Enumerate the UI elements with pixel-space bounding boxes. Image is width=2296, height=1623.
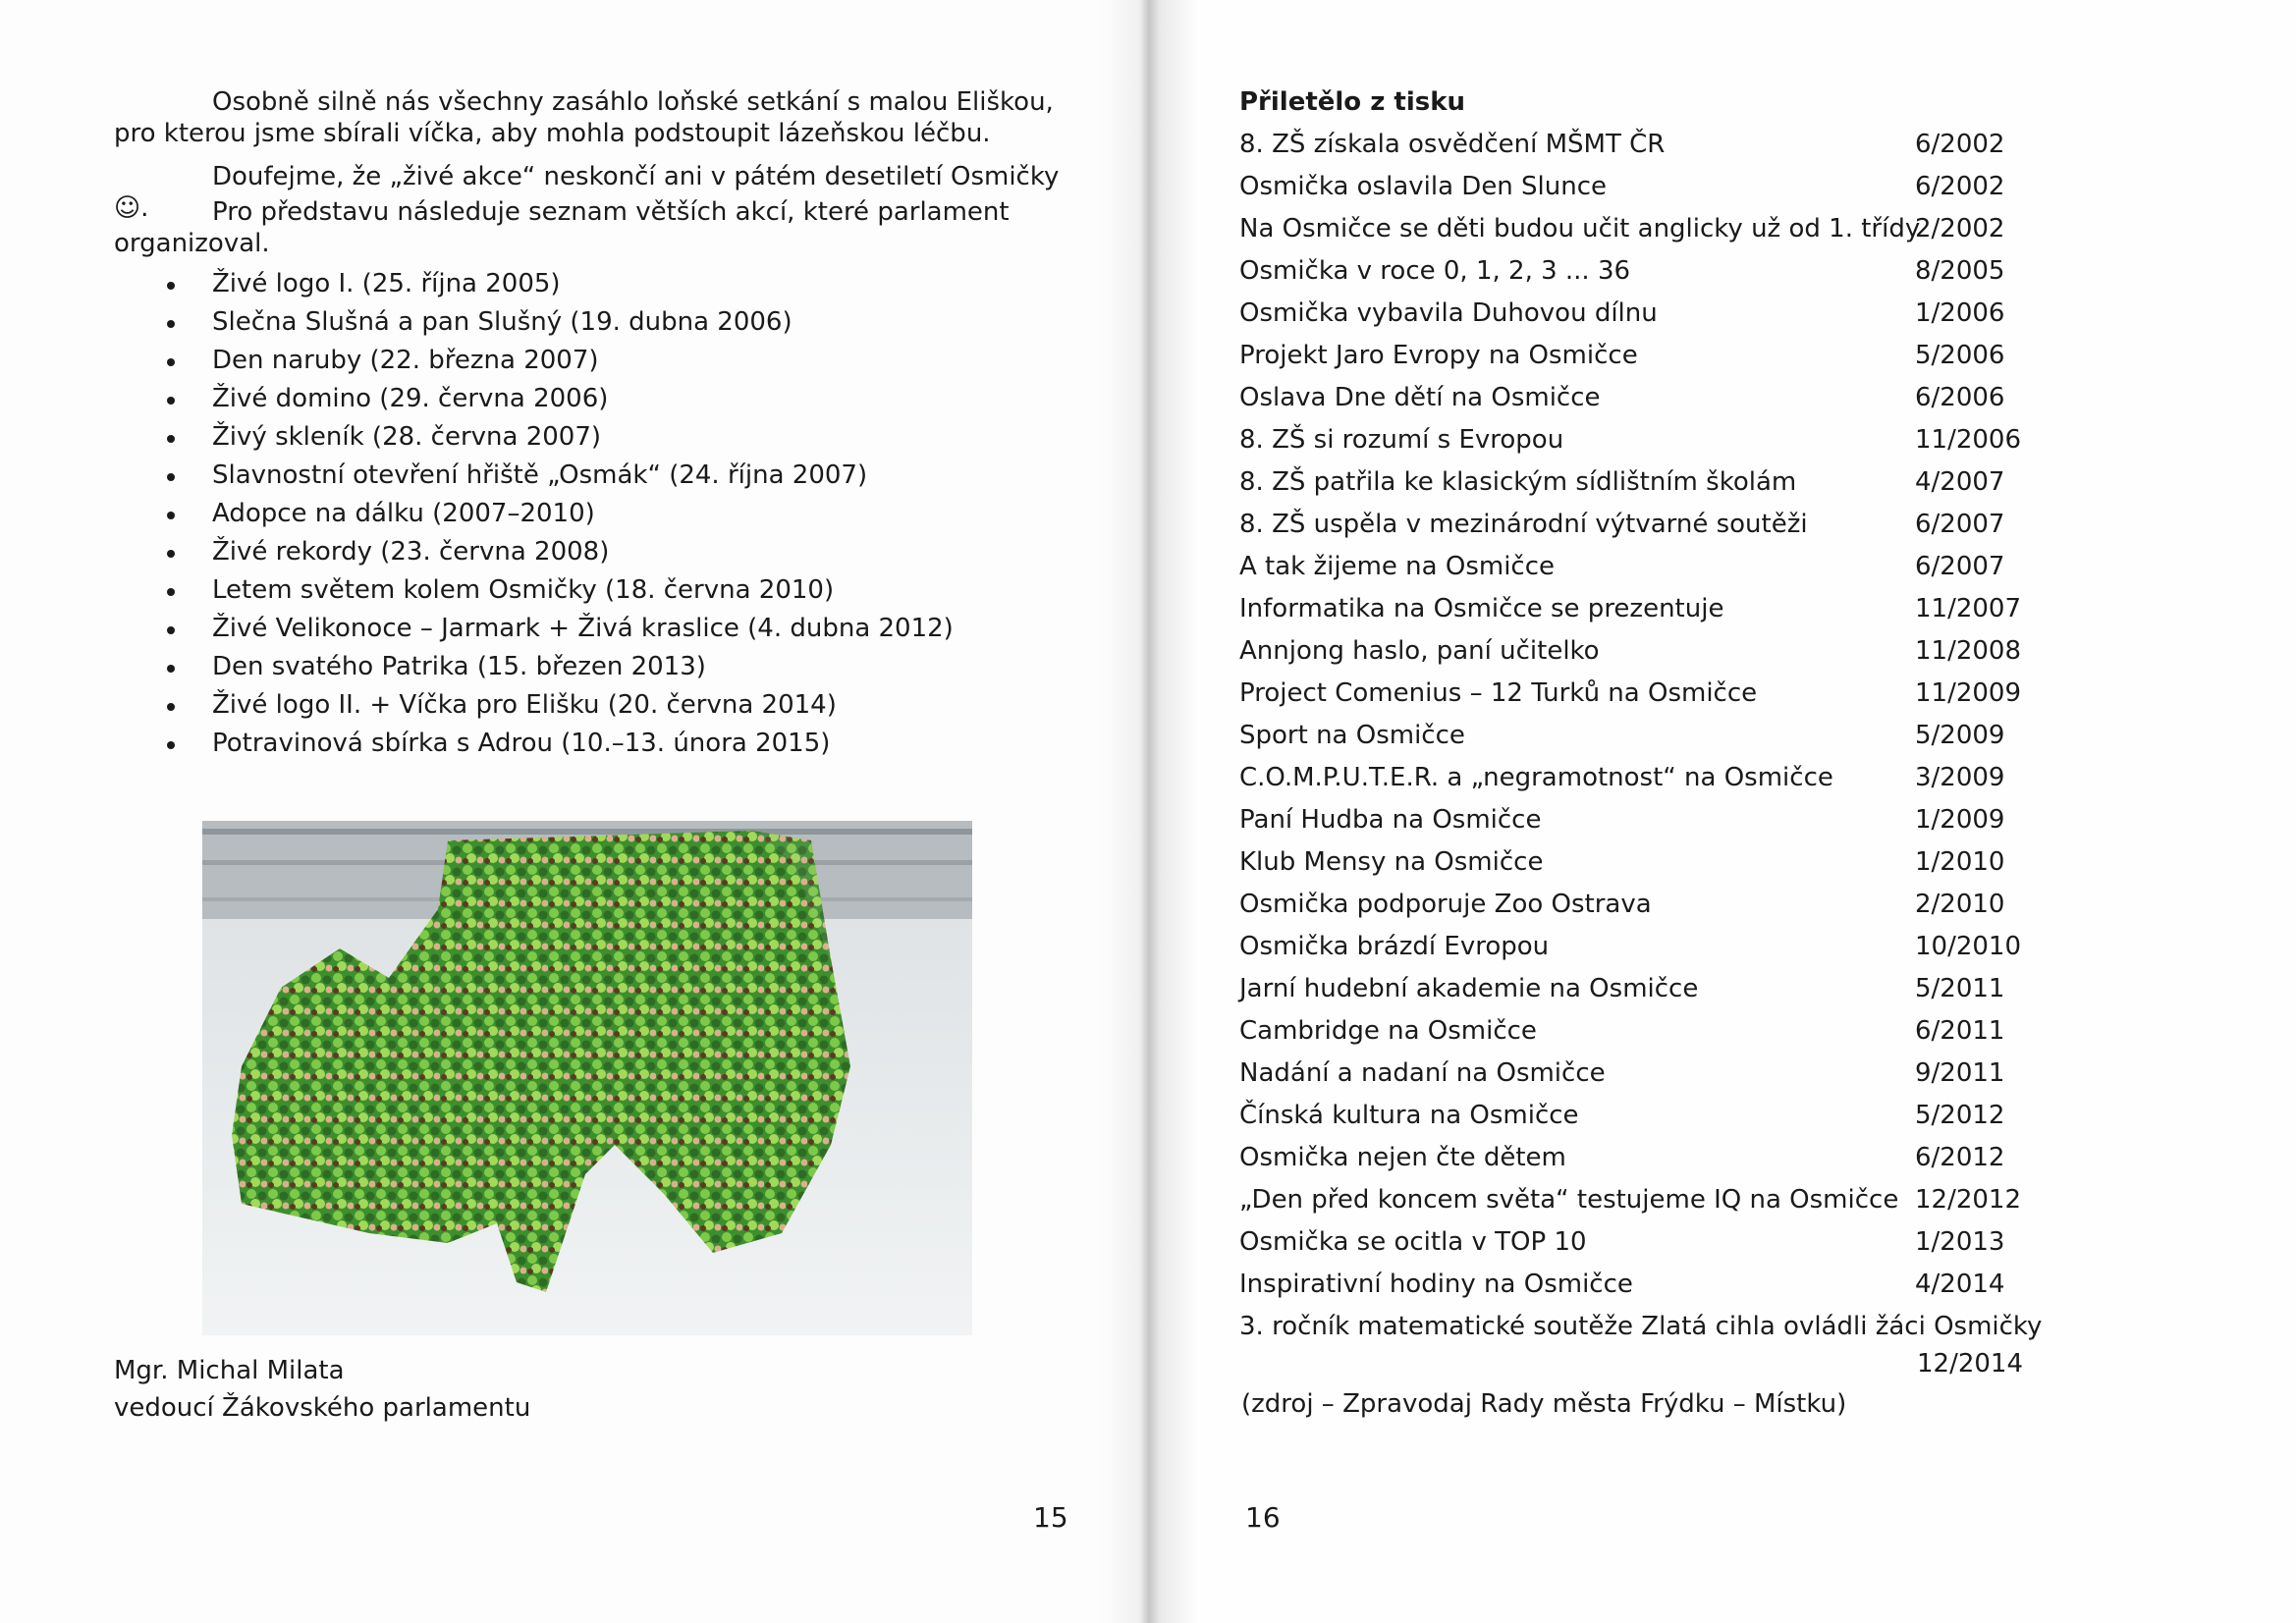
article-title: Osmička se ocitla v TOP 10 xyxy=(1239,1227,1587,1257)
list-item: Živé rekordy (23. června 2008) xyxy=(167,533,1051,571)
list-item: Živé Velikonoce – Jarmark + Živá kraslice (4. dubna 2012) xyxy=(167,610,1051,648)
article-issue: 6/2002 xyxy=(1915,130,2005,159)
article-issue: 6/2007 xyxy=(1915,552,2005,581)
article-issue: 2/2002 xyxy=(1915,214,2005,243)
signature-name: Mgr. Michal Milata xyxy=(114,1356,345,1385)
article-issue: 5/2011 xyxy=(1915,974,2005,1003)
article-issue: 1/2010 xyxy=(1915,847,2005,877)
table-row xyxy=(1239,676,2035,719)
table-row xyxy=(1239,719,2035,761)
table-row xyxy=(1239,1225,2035,1268)
article-issue: 6/2011 xyxy=(1915,1016,2005,1046)
article-title: Informatika na Osmičce se prezentuje xyxy=(1239,594,1724,623)
article-title: Oslava Dne dětí na Osmičce xyxy=(1239,383,1601,412)
article-title: Paní Hudba na Osmičce xyxy=(1239,805,1542,835)
article-issue: 5/2009 xyxy=(1915,721,2005,750)
article-title: Nadání a nadaní na Osmičce xyxy=(1239,1058,1606,1088)
article-issue: 1/2006 xyxy=(1915,298,2005,328)
article-title: Osmička v roce 0, 1, 2, 3 ... 36 xyxy=(1239,256,1631,286)
list-item: Den naruby (22. března 2007) xyxy=(167,342,1051,380)
table-row xyxy=(1239,423,2035,465)
table-row xyxy=(1239,465,2035,508)
table-row xyxy=(1239,550,2035,592)
article-issue: 11/2008 xyxy=(1915,636,2022,666)
article-title: Čínská kultura na Osmičce xyxy=(1239,1101,1579,1130)
list-item: Den svatého Patrika (15. březen 2013) xyxy=(167,648,1051,686)
intro-paragraph-2: Doufejme, že „živé akce“ neskončí ani v pátém desetiletí Osmičky ☺. xyxy=(114,162,1060,223)
article-issue: 11/2007 xyxy=(1915,594,2022,623)
table-row xyxy=(1239,634,2035,676)
article-title: Klub Mensy na Osmičce xyxy=(1239,847,1544,877)
events-list xyxy=(167,265,1051,763)
article-issue: 12/2014 xyxy=(1917,1349,2024,1379)
table-row xyxy=(1239,1099,2035,1141)
article-issue: 5/2012 xyxy=(1915,1101,2005,1130)
crowd-photo-image xyxy=(202,821,972,1335)
article-issue: 12/2012 xyxy=(1915,1185,2022,1215)
article-issue: 6/2006 xyxy=(1915,383,2005,412)
article-title: Inspirativní hodiny na Osmičce xyxy=(1239,1270,1633,1299)
article-issue: 1/2009 xyxy=(1915,805,2005,835)
table-row xyxy=(1239,170,2035,212)
list-item: Živé logo I. (25. října 2005) xyxy=(167,265,1051,303)
book-gutter-shadow xyxy=(1100,0,1198,1623)
table-row xyxy=(1239,761,2035,803)
article-title: Project Comenius – 12 Turků na Osmičce xyxy=(1239,678,1758,708)
table-row xyxy=(1239,972,2035,1014)
article-title: Osmička brázdí Evropou xyxy=(1239,932,1550,961)
table-row xyxy=(1239,1268,2035,1310)
list-item: Slečna Slušná a pan Slušný (19. dubna 2006) xyxy=(167,303,1051,342)
table-row xyxy=(1239,1310,2043,1384)
article-title: C.O.M.P.U.T.E.R. a „negramotnost“ na Osmičce xyxy=(1239,763,1833,792)
article-title: Osmička nejen čte dětem xyxy=(1239,1143,1566,1172)
table-row xyxy=(1239,254,2035,297)
table-row xyxy=(1239,508,2035,550)
group-photo xyxy=(202,821,972,1335)
table-row xyxy=(1239,297,2035,339)
list-item: Živé logo II. + Víčka pro Elišku (20. června 2014) xyxy=(167,686,1051,725)
article-title: Osmička vybavila Duhovou dílnu xyxy=(1239,298,1658,328)
article-issue: 4/2007 xyxy=(1915,467,2005,497)
article-issue: 4/2014 xyxy=(1915,1270,2005,1299)
table-row xyxy=(1239,339,2035,381)
article-title: Projekt Jaro Evropy na Osmičce xyxy=(1239,341,1638,370)
article-title: Na Osmičce se děti budou učit anglicky už od 1. třídy xyxy=(1239,214,1921,243)
intro-paragraph-3: Pro představu následuje seznam větších akcí, které parlament organizoval. xyxy=(114,197,1010,258)
press-articles-list xyxy=(1239,128,2043,1384)
article-issue: 6/2007 xyxy=(1915,510,2005,539)
article-issue: 3/2009 xyxy=(1915,763,2005,792)
article-title: 8. ZŠ získala osvědčení MŠMT ČR xyxy=(1239,130,1666,159)
article-title: 8. ZŠ uspěla v mezinárodní výtvarné soutěži xyxy=(1239,510,1808,539)
article-title: „Den před koncem světa“ testujeme IQ na Osmičce xyxy=(1239,1185,1899,1215)
article-title: Jarní hudební akademie na Osmičce xyxy=(1239,974,1699,1003)
list-item: Adopce na dálku (2007–2010) xyxy=(167,495,1051,533)
article-issue: 6/2002 xyxy=(1915,172,2005,201)
table-row xyxy=(1239,930,2035,972)
article-title: 8. ZŠ patřila ke klasickým sídlištním školám xyxy=(1239,467,1797,497)
list-item: Živé domino (29. června 2006) xyxy=(167,380,1051,418)
article-title: Annjong haslo, paní učitelko xyxy=(1239,636,1600,666)
article-issue: 11/2006 xyxy=(1915,425,2022,455)
article-issue: 8/2005 xyxy=(1915,256,2005,286)
source-note: (zdroj – Zpravodaj Rady města Frýdku – Místku) xyxy=(1241,1389,1847,1419)
list-item: Živý skleník (28. června 2007) xyxy=(167,418,1051,457)
article-issue: 1/2013 xyxy=(1915,1227,2005,1257)
list-item: Slavnostní otevření hřiště „Osmák“ (24. října 2007) xyxy=(167,457,1051,495)
table-row xyxy=(1239,1141,2035,1183)
article-title: 8. ZŠ si rozumí s Evropou xyxy=(1239,425,1564,455)
signature-role: vedoucí Žákovského parlamentu xyxy=(114,1393,531,1423)
press-section-title: Přiletělo z tisku xyxy=(1239,87,1466,117)
table-row xyxy=(1239,803,2035,845)
list-item: Letem světem kolem Osmičky (18. června 2010) xyxy=(167,571,1051,610)
article-issue: 2/2010 xyxy=(1915,890,2005,919)
table-row xyxy=(1239,381,2035,423)
article-issue: 6/2012 xyxy=(1915,1143,2005,1172)
table-row xyxy=(1239,1183,2035,1225)
table-row xyxy=(1239,888,2035,930)
article-title: Osmička podporuje Zoo Ostrava xyxy=(1239,890,1652,919)
article-title: Osmička oslavila Den Slunce xyxy=(1239,172,1608,201)
list-item: Potravinová sbírka s Adrou (10.–13. února 2015) xyxy=(167,725,1051,763)
table-row xyxy=(1239,592,2035,634)
article-issue: 10/2010 xyxy=(1915,932,2022,961)
table-row xyxy=(1239,1056,2035,1099)
article-title: 3. ročník matematické soutěže Zlatá cihla ovládli žáci Osmičky xyxy=(1239,1312,2043,1341)
article-issue: 5/2006 xyxy=(1915,341,2005,370)
article-issue: 9/2011 xyxy=(1915,1058,2005,1088)
article-title: A tak žijeme na Osmičce xyxy=(1239,552,1556,581)
left-page xyxy=(0,0,1139,1623)
article-issue: 11/2009 xyxy=(1915,678,2022,708)
intro-paragraph-1: Osobně silně nás všechny zasáhlo loňské setkání s malou Eliškou, pro kterou jsme sbírali víčka, aby mohla podstoupit lázeňskou léčbu. xyxy=(114,87,1054,148)
table-row xyxy=(1239,128,2035,170)
table-row xyxy=(1239,1014,2035,1056)
article-title: Sport na Osmičce xyxy=(1239,721,1465,750)
page-number-right: 16 xyxy=(1245,1501,1281,1534)
table-row xyxy=(1239,845,2035,888)
table-row xyxy=(1239,212,2035,254)
article-title: Cambridge na Osmičce xyxy=(1239,1016,1537,1046)
page-number-left: 15 xyxy=(1033,1501,1068,1534)
